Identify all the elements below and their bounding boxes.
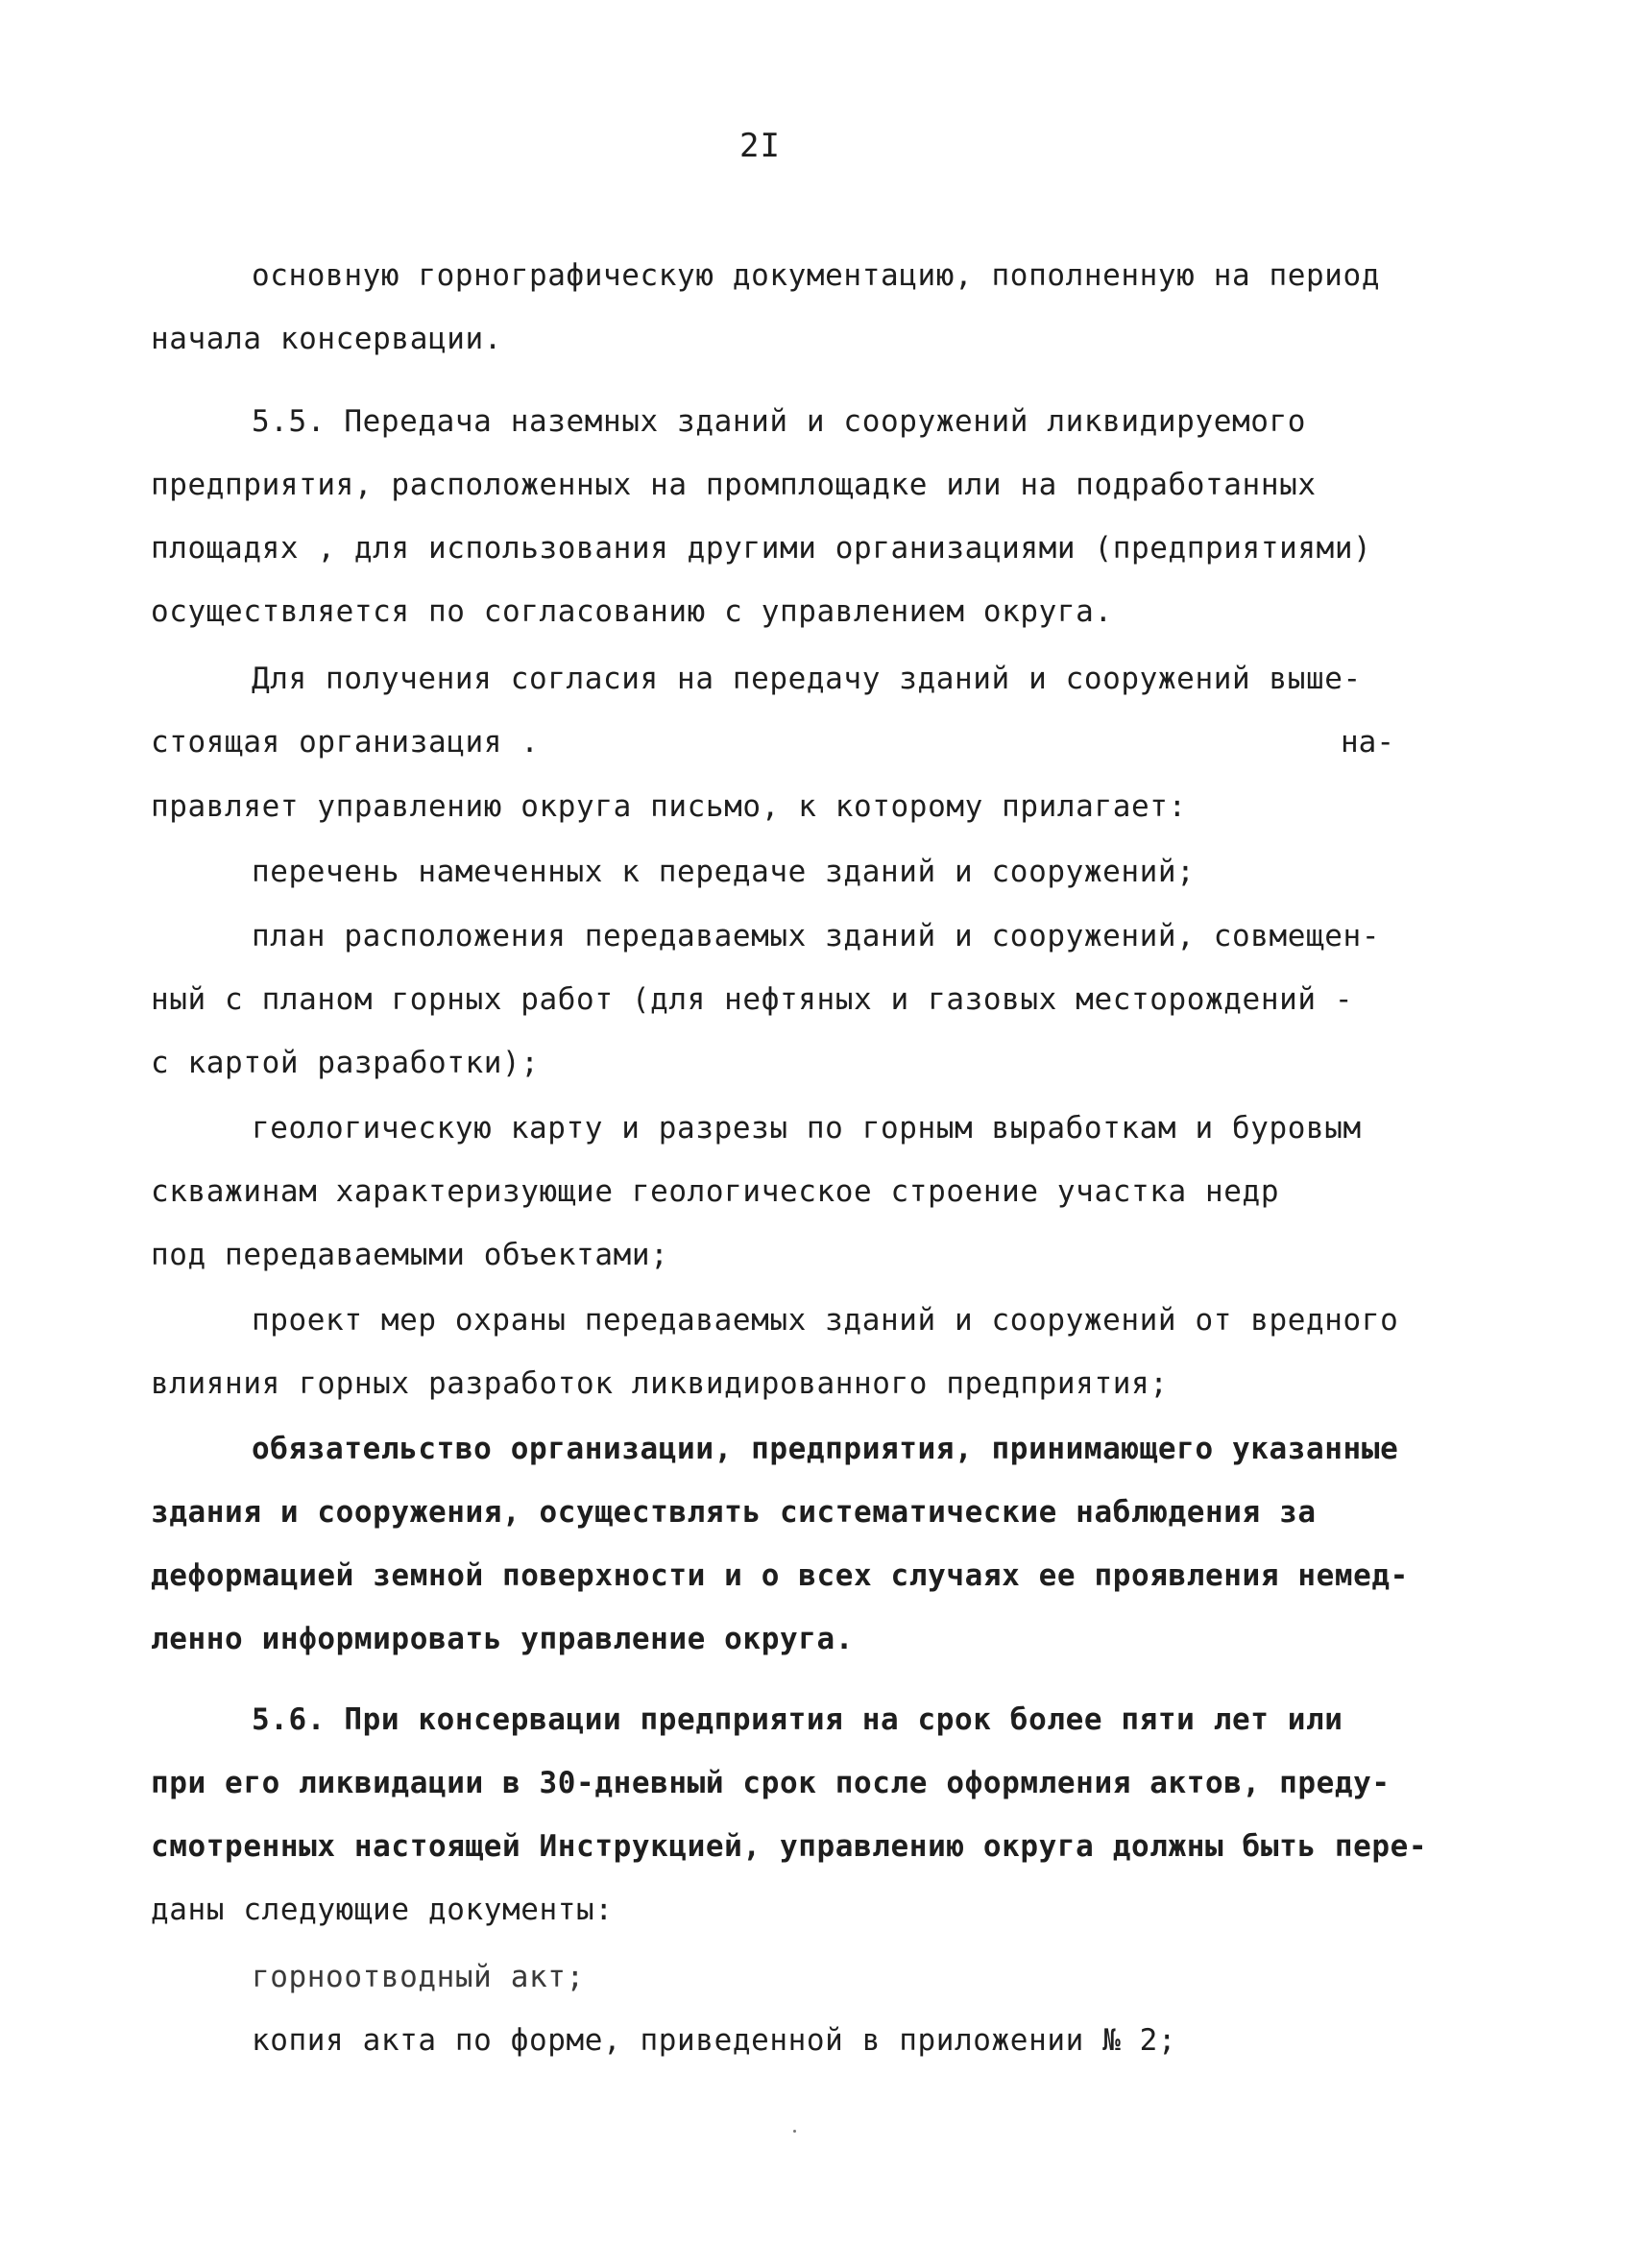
text-line: начала консервации.: [151, 322, 503, 356]
text-line: ленно информировать управление округа.: [151, 1622, 855, 1656]
text-line: осуществляется по согласованию с управлением округа.: [151, 594, 1113, 629]
text-line: здания и сооружения, осуществлять систематические наблюдения за: [151, 1495, 1317, 1530]
text-line: влияния горных разработок ликвидированного предприятия;: [151, 1366, 1169, 1401]
text-line: копия акта по форме, приведенной в приложении № 2;: [252, 2023, 1177, 2058]
text-line: площадях , для использования другими организациями (предприятиями): [151, 531, 1372, 566]
text-line: план расположения передаваемых зданий и сооружений, совмещен-: [252, 919, 1381, 953]
text-line: перечень намеченных к передаче зданий и сооружений;: [252, 855, 1196, 889]
text-line: 5.5. Передача наземных зданий и сооружений ликвидируемого: [252, 404, 1307, 439]
text-line: Для получения согласия на передачу зданий и сооружений выше-: [252, 662, 1362, 696]
text-line: с картой разработки);: [151, 1046, 540, 1080]
text-line: основную горнографическую документацию, пополненную на период: [252, 258, 1381, 293]
text-line: даны следующие документы:: [151, 1893, 614, 1927]
text-line: под передаваемыми объектами;: [151, 1238, 669, 1272]
text-line-fragment: на-: [1341, 725, 1394, 760]
text-line: ный с планом горных работ (для нефтяных и газовых месторождений -: [151, 982, 1354, 1017]
text-line: геологическую карту и разрезы по горным выработкам и буровым: [252, 1111, 1362, 1146]
scan-speck: [793, 2130, 796, 2133]
text-line: скважинам характеризующие геологическое строение участка недр: [151, 1174, 1280, 1209]
text-line: правляет управлению округа письмо, к которому прилагает:: [151, 789, 1187, 824]
text-line: при его ликвидации в 30-дневный срок после оформления актов, преду-: [151, 1766, 1391, 1800]
text-line: проект мер охраны передаваемых зданий и сооружений от вредного: [252, 1303, 1399, 1338]
text-line: предприятия, расположенных на промплощадке или на подработанных: [151, 468, 1317, 502]
text-line: деформацией земной поверхности и о всех случаях ее проявления немед-: [151, 1558, 1409, 1593]
text-line: стоящая организация .: [151, 725, 540, 760]
text-line: 5.6. При консервации предприятия на срок более пяти лет или: [252, 1702, 1343, 1737]
text-line: обязательство организации, предприятия, принимающего указанные: [252, 1432, 1399, 1466]
text-line: горноотводный акт;: [252, 1960, 585, 1994]
text-line: смотренных настоящей Инструкцией, управлению округа должны быть пере-: [151, 1829, 1428, 1864]
page-number: 2I: [739, 127, 781, 165]
